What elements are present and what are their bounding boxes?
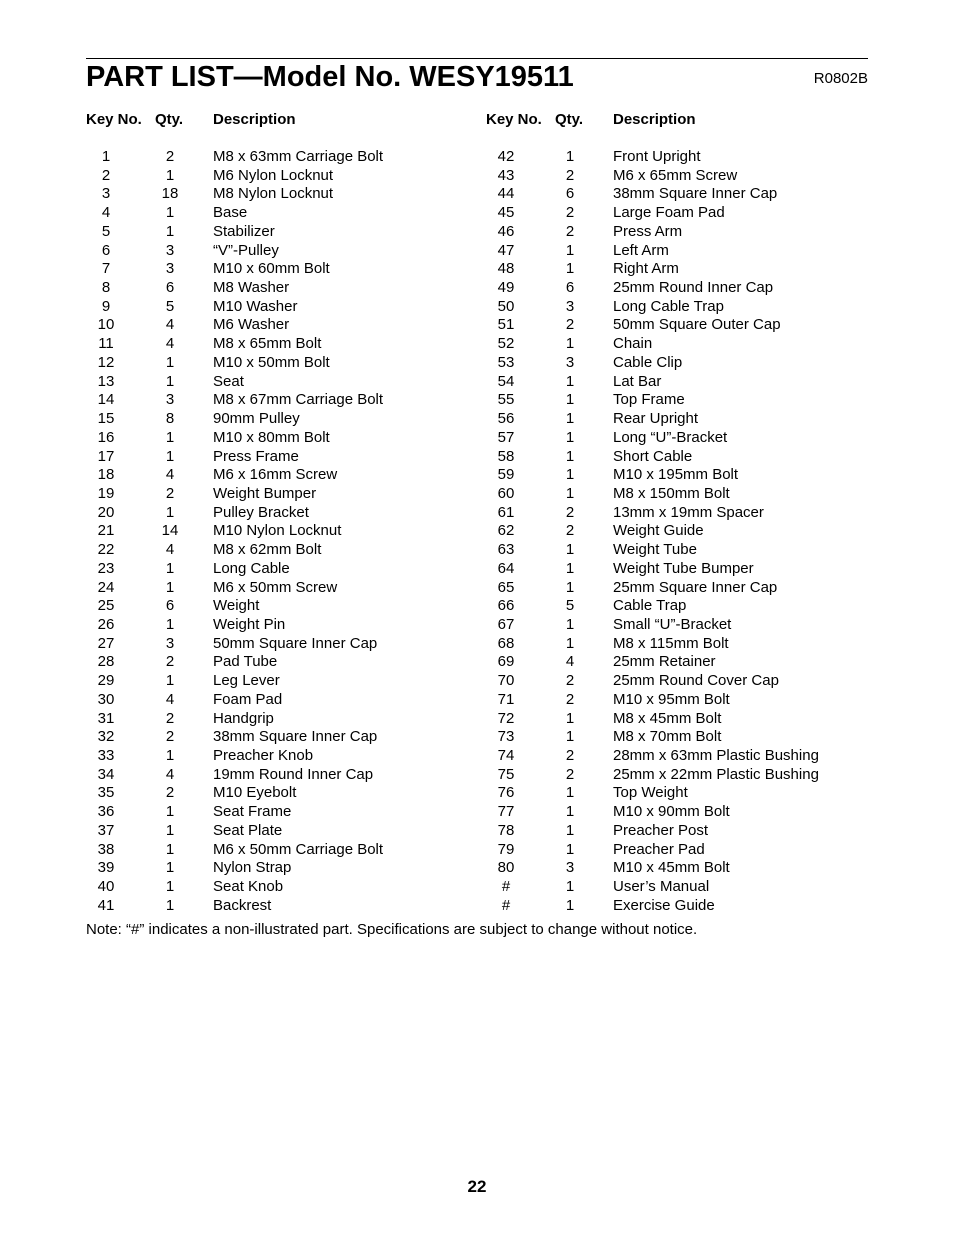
qty-cell: 1 — [165, 803, 175, 821]
qty-cell: 2 — [565, 522, 575, 540]
key-no-cell: 71 — [497, 690, 515, 708]
page-number: 22 — [467, 1177, 487, 1196]
key-no-cell: 61 — [497, 503, 515, 521]
key-no-cell: 10 — [97, 316, 115, 334]
qty-cell: 1 — [565, 484, 575, 502]
header-description: Description — [613, 111, 696, 128]
qty-cell: 1 — [165, 878, 175, 896]
description-cell: Short Cable — [613, 447, 693, 465]
description-cell: Pulley Bracket — [213, 503, 309, 521]
description-cell: Large Foam Pad — [613, 204, 725, 222]
description-cell: Seat Knob — [213, 878, 284, 896]
key-no-cell: 8 — [101, 279, 111, 297]
key-no-cell: 28 — [97, 653, 115, 671]
qty-cell: 1 — [165, 447, 175, 465]
description-cell: M8 Nylon Locknut — [213, 185, 334, 203]
key-no-cell: 70 — [497, 672, 515, 690]
key-no-cell: 15 — [97, 410, 115, 428]
description-cell: 50mm Square Outer Cap — [613, 316, 781, 334]
key-no-cell: 39 — [97, 859, 115, 877]
qty-cell: 6 — [565, 279, 575, 297]
key-no-cell: 30 — [97, 690, 115, 708]
header-key-no: Key No. — [486, 111, 542, 128]
key-no-cell: 78 — [497, 821, 515, 839]
qty-cell: 2 — [565, 222, 575, 240]
qty-cell: 2 — [165, 709, 175, 727]
description-cell: Cable Clip — [613, 353, 683, 371]
qty-cell: 1 — [565, 148, 575, 165]
description-cell: M10 x 90mm Bolt — [613, 803, 730, 821]
key-no-cell: 63 — [497, 541, 515, 559]
description-cell: Weight Guide — [613, 522, 704, 540]
description-cell: M10 Washer — [213, 297, 298, 315]
key-no-cell: 62 — [497, 522, 515, 540]
qty-cell: 1 — [165, 204, 175, 222]
qty-cell: 1 — [165, 559, 175, 577]
top-rule — [86, 58, 868, 59]
qty-cell: 1 — [565, 241, 575, 259]
key-no-cell: 48 — [497, 260, 515, 278]
key-no-cell: 55 — [497, 391, 515, 409]
description-cell: 38mm Square Inner Cap — [213, 728, 378, 746]
qty-cell: 2 — [565, 166, 575, 184]
qty-cell: 4 — [165, 335, 175, 353]
qty-cell: 1 — [565, 878, 575, 896]
qty-cell: 1 — [565, 260, 575, 278]
description-cell: M10 x 60mm Bolt — [213, 260, 330, 278]
key-no-cell: 11 — [98, 335, 114, 353]
qty-cell: 2 — [565, 747, 575, 764]
page-title: PART LIST—Model No. WESY19511 — [86, 61, 574, 93]
qty-cell: 1 — [565, 896, 575, 914]
description-cell: 25mm Round Cover Cap — [613, 672, 779, 690]
key-no-cell: 16 — [97, 428, 115, 446]
description-cell: 90mm Pulley — [213, 410, 300, 428]
qty-cell: 4 — [165, 466, 175, 484]
key-no-cell: 34 — [97, 765, 115, 783]
description-cell: Chain — [613, 335, 653, 353]
key-no-cell: # — [501, 896, 511, 914]
description-cell: M8 x 65mm Bolt — [213, 335, 322, 353]
key-no-cell: 60 — [497, 484, 515, 502]
description-cell: 13mm x 19mm Spacer — [613, 503, 764, 521]
key-no-cell: 29 — [97, 672, 115, 690]
key-no-cell: 56 — [497, 410, 515, 428]
key-no-cell: 14 — [97, 391, 115, 409]
description-cell: 50mm Square Inner Cap — [213, 634, 378, 652]
description-cell: Stabilizer — [213, 222, 275, 240]
description-cell: Preacher Post — [613, 821, 709, 839]
description-cell: M6 x 50mm Screw — [213, 578, 338, 596]
description-cell: Weight Pin — [213, 615, 286, 633]
qty-cell: 1 — [565, 335, 575, 353]
qty-cell: 1 — [165, 859, 175, 877]
qty-cell: 6 — [165, 279, 175, 297]
description-cell: Long Cable — [213, 559, 290, 577]
key-no-cell: 69 — [497, 653, 515, 671]
qty-cell: 18 — [161, 185, 179, 203]
qty-cell: 2 — [565, 672, 575, 690]
description-cell: M8 x 67mm Carriage Bolt — [213, 391, 384, 409]
description-cell: Weight — [213, 597, 260, 615]
qty-cell: 5 — [165, 297, 175, 315]
description-cell: Seat Frame — [213, 803, 292, 821]
key-no-cell: 1 — [101, 148, 111, 165]
key-no-cell: 36 — [97, 803, 115, 821]
qty-cell: 1 — [565, 728, 575, 746]
key-no-cell: 52 — [497, 335, 515, 353]
qty-cell: 1 — [565, 615, 575, 633]
description-cell: Long “U”-Bracket — [613, 428, 728, 446]
qty-cell: 1 — [165, 503, 175, 521]
qty-cell: 2 — [565, 690, 575, 708]
key-no-cell: 5 — [101, 222, 111, 240]
qty-cell: 1 — [565, 821, 575, 839]
key-no-cell: 57 — [497, 428, 515, 446]
qty-cell: 1 — [565, 803, 575, 821]
key-no-cell: 2 — [101, 166, 111, 184]
footnote: Note: “#” indicates a non-illustrated part. Specifications are subject to change without notice. — [86, 921, 698, 938]
key-no-cell: 42 — [497, 148, 515, 165]
qty-cell: 2 — [165, 653, 175, 671]
qty-cell: 4 — [165, 316, 175, 334]
key-no-cell: 50 — [497, 297, 515, 315]
key-no-cell: 31 — [97, 709, 115, 727]
key-no-cell: 37 — [97, 821, 115, 839]
description-cell: 25mm Square Inner Cap — [613, 578, 778, 596]
description-cell: Cable Trap — [613, 597, 687, 615]
qty-cell: 2 — [165, 728, 175, 746]
description-cell: M8 x 115mm Bolt — [613, 634, 729, 652]
description-cell: M8 x 70mm Bolt — [613, 728, 722, 746]
description-cell: 25mm Round Inner Cap — [613, 279, 774, 297]
key-no-cell: 53 — [497, 353, 515, 371]
description-cell: 38mm Square Inner Cap — [613, 185, 778, 203]
description-cell: Seat Plate — [213, 821, 283, 839]
description-cell: 25mm Retainer — [613, 653, 716, 671]
description-cell: Right Arm — [613, 260, 679, 278]
description-cell: Top Frame — [613, 391, 685, 409]
description-cell: Leg Lever — [213, 672, 280, 690]
description-cell: Weight Tube — [613, 541, 697, 559]
key-no-cell: 59 — [497, 466, 515, 484]
header-description: Description — [213, 111, 296, 128]
qty-cell: 3 — [165, 241, 175, 259]
qty-cell: 2 — [565, 765, 575, 783]
qty-cell: 1 — [165, 615, 175, 633]
qty-cell: 3 — [165, 260, 175, 278]
qty-cell: 4 — [165, 690, 175, 708]
description-cell: M8 x 62mm Bolt — [213, 541, 322, 559]
description-cell: Weight Bumper — [213, 484, 317, 502]
qty-cell: 1 — [165, 222, 175, 240]
description-cell: Press Frame — [213, 447, 299, 465]
qty-cell: 1 — [565, 391, 575, 409]
description-cell: M10 x 45mm Bolt — [613, 859, 730, 877]
description-cell: M6 x 16mm Screw — [213, 466, 338, 484]
description-cell: M8 Washer — [213, 279, 290, 297]
key-no-cell: 76 — [497, 784, 515, 802]
key-no-cell: 47 — [497, 241, 515, 259]
key-no-cell: 9 — [101, 297, 111, 315]
key-no-cell: 45 — [497, 204, 515, 222]
key-no-cell: 72 — [497, 709, 515, 727]
key-no-cell: 7 — [101, 260, 111, 278]
key-no-cell: 58 — [497, 447, 515, 465]
key-no-cell: 54 — [497, 372, 515, 390]
qty-cell: 2 — [165, 484, 175, 502]
description-cell: M10 Eyebolt — [213, 784, 297, 802]
document-code: R0802B — [813, 70, 868, 87]
qty-cell: 1 — [165, 166, 175, 184]
qty-cell: 6 — [565, 185, 575, 203]
qty-cell: 1 — [565, 840, 575, 858]
key-no-cell: 73 — [497, 728, 515, 746]
qty-cell: 1 — [165, 896, 175, 914]
qty-cell: 1 — [165, 372, 175, 390]
key-no-cell: 35 — [97, 784, 115, 802]
description-cell: Front Upright — [613, 148, 701, 165]
description-cell: Left Arm — [613, 241, 669, 259]
key-no-cell: 3 — [101, 185, 111, 203]
key-no-cell: 27 — [97, 634, 115, 652]
qty-cell: 3 — [165, 391, 175, 409]
qty-cell: 1 — [565, 447, 575, 465]
qty-cell: 5 — [565, 597, 575, 615]
description-cell: 25mm x 22mm Plastic Bushing — [613, 765, 819, 783]
qty-cell: 1 — [165, 821, 175, 839]
key-no-cell: 68 — [497, 634, 515, 652]
description-cell: M8 x 150mm Bolt — [613, 484, 730, 502]
qty-cell: 1 — [565, 559, 575, 577]
description-cell: M6 Washer — [213, 316, 290, 334]
qty-cell: 1 — [565, 784, 575, 802]
key-no-cell: 43 — [497, 166, 515, 184]
description-cell: 28mm x 63mm Plastic Bushing — [613, 747, 819, 764]
description-cell: Rear Upright — [613, 410, 699, 428]
key-no-cell: 21 — [97, 522, 115, 540]
qty-cell: 3 — [565, 297, 575, 315]
key-no-cell: 38 — [97, 840, 115, 858]
key-no-cell: 65 — [497, 578, 515, 596]
key-no-cell: 20 — [97, 503, 115, 521]
description-cell: Exercise Guide — [613, 896, 715, 914]
qty-cell: 8 — [165, 410, 175, 428]
header-key-no: Key No. — [86, 111, 142, 128]
key-no-cell: 22 — [97, 541, 115, 559]
key-no-cell: 75 — [497, 765, 515, 783]
key-no-cell: 4 — [101, 204, 111, 222]
description-cell: Preacher Knob — [213, 747, 314, 764]
key-no-cell: # — [501, 878, 511, 896]
qty-cell: 1 — [565, 541, 575, 559]
key-no-cell: 67 — [497, 615, 515, 633]
qty-cell: 2 — [565, 503, 575, 521]
qty-cell: 2 — [565, 204, 575, 222]
description-cell: “V”-Pulley — [213, 241, 279, 259]
qty-cell: 1 — [565, 578, 575, 596]
description-cell: 19mm Round Inner Cap — [213, 765, 374, 783]
qty-cell: 1 — [565, 466, 575, 484]
description-cell: Pad Tube — [213, 653, 278, 671]
qty-cell: 1 — [565, 634, 575, 652]
qty-cell: 1 — [565, 709, 575, 727]
description-cell: User’s Manual — [613, 878, 710, 896]
description-cell: M8 x 63mm Carriage Bolt — [213, 148, 384, 165]
key-no-cell: 12 — [97, 353, 115, 371]
key-no-cell: 51 — [497, 316, 515, 334]
description-cell: M8 x 45mm Bolt — [613, 709, 722, 727]
key-no-cell: 66 — [497, 597, 515, 615]
key-no-cell: 26 — [97, 615, 115, 633]
qty-cell: 2 — [565, 316, 575, 334]
key-no-cell: 77 — [497, 803, 515, 821]
key-no-cell: 46 — [497, 222, 515, 240]
key-no-cell: 49 — [497, 279, 515, 297]
description-cell: Weight Tube Bumper — [613, 559, 754, 577]
qty-cell: 4 — [165, 765, 175, 783]
description-cell: Seat — [213, 372, 244, 390]
key-no-cell: 74 — [497, 747, 515, 764]
description-cell: Lat Bar — [613, 372, 662, 390]
qty-cell: 14 — [161, 522, 179, 540]
qty-cell: 2 — [165, 148, 175, 165]
qty-cell: 1 — [165, 747, 175, 764]
description-cell: M10 x 95mm Bolt — [613, 690, 730, 708]
description-cell: Handgrip — [213, 709, 274, 727]
qty-cell: 1 — [165, 353, 175, 371]
key-no-cell: 18 — [97, 466, 115, 484]
key-no-cell: 32 — [97, 728, 115, 746]
qty-cell: 3 — [565, 353, 575, 371]
description-cell: Small “U”-Bracket — [613, 615, 732, 633]
key-no-cell: 13 — [97, 372, 115, 390]
header-qty: Qty. — [555, 111, 584, 128]
key-no-cell: 79 — [497, 840, 515, 858]
description-cell: M10 Nylon Locknut — [213, 522, 342, 540]
qty-cell: 1 — [165, 428, 175, 446]
description-cell: M6 Nylon Locknut — [213, 166, 334, 184]
qty-cell: 6 — [165, 597, 175, 615]
description-cell: M6 x 65mm Screw — [613, 166, 738, 184]
qty-cell: 1 — [165, 672, 175, 690]
description-cell: Backrest — [213, 896, 272, 914]
key-no-cell: 6 — [101, 241, 111, 259]
key-no-cell: 40 — [97, 878, 115, 896]
key-no-cell: 41 — [97, 896, 115, 914]
header-qty: Qty. — [155, 111, 184, 128]
key-no-cell: 64 — [497, 559, 515, 577]
key-no-cell: 24 — [97, 578, 115, 596]
key-no-cell: 33 — [97, 747, 115, 764]
qty-cell: 3 — [565, 859, 575, 877]
description-cell: Foam Pad — [213, 690, 283, 708]
key-no-cell: 80 — [497, 859, 515, 877]
description-cell: M6 x 50mm Carriage Bolt — [213, 840, 384, 858]
description-cell: Nylon Strap — [213, 859, 292, 877]
key-no-cell: 25 — [97, 597, 115, 615]
key-no-cell: 17 — [97, 447, 115, 465]
qty-cell: 4 — [565, 653, 575, 671]
qty-cell: 1 — [165, 578, 175, 596]
qty-cell: 4 — [165, 541, 175, 559]
qty-cell: 2 — [165, 784, 175, 802]
qty-cell: 1 — [565, 428, 575, 446]
qty-cell: 1 — [565, 410, 575, 428]
description-cell: M10 x 80mm Bolt — [213, 428, 330, 446]
key-no-cell: 23 — [97, 559, 115, 577]
description-cell: Long Cable Trap — [613, 297, 724, 315]
description-cell: M10 x 195mm Bolt — [613, 466, 739, 484]
description-cell: Preacher Pad — [613, 840, 705, 858]
qty-cell: 1 — [165, 840, 175, 858]
qty-cell: 1 — [565, 372, 575, 390]
key-no-cell: 44 — [497, 185, 515, 203]
description-cell: M10 x 50mm Bolt — [213, 353, 330, 371]
qty-cell: 3 — [165, 634, 175, 652]
description-cell: Top Weight — [613, 784, 688, 802]
description-cell: Base — [213, 204, 248, 222]
key-no-cell: 19 — [97, 484, 115, 502]
description-cell: Press Arm — [613, 222, 683, 240]
